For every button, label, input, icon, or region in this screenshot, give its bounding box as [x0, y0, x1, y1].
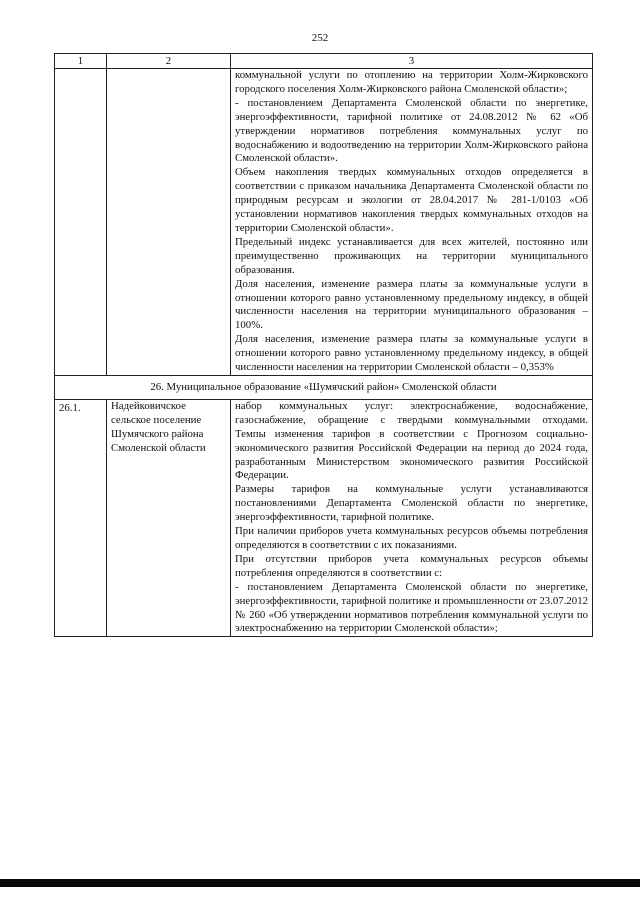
settlement-name: Надейковичское сельское поселение Шумячского района Смоленской области	[107, 399, 231, 636]
continued-settlement-cell	[107, 69, 231, 376]
paragraph: Предельный индекс устанавливается для всех жителей, постоянно или преимущественно проживающих на территории муниципального образования.	[235, 235, 588, 276]
tariff-table	[54, 53, 593, 637]
paragraph: Доля населения, изменение размера платы за коммунальные услуги в отношении которого равно установленному предельному индексу, в общей численности населения на территории Смоленской области – 0,353%	[235, 333, 588, 374]
paragraph: коммунальной услуги по отоплению на территории Холм-Жирковского городского поселения Холм-Жирковского района Смоленской области»;	[235, 69, 588, 95]
section-row	[55, 375, 593, 399]
scan-edge-bar	[0, 879, 640, 887]
paragraph: Размеры тарифов на коммунальные услуги устанавливаются постановлениями Департамента Смоленской области по энергетике, энергоэффективности, тарифной политике.	[235, 483, 588, 524]
page-number: 252	[311, 32, 329, 44]
continued-number-cell	[55, 69, 107, 376]
paragraph: При отсутствии приборов учета коммунальных ресурсов объемы потребления определяются в соответствии с:	[235, 552, 588, 579]
paragraph: Темпы изменения тарифов в соответствии с Прогнозом социально-экономического развития Российской Федерации на период до 2024 года, разработанным Министерством экономического развития Российской Федерации.	[235, 427, 588, 482]
column-header-row	[55, 54, 593, 69]
row-text-cell	[231, 399, 593, 636]
column-header-3: 3	[231, 54, 593, 69]
paragraph: - постановлением Департамента Смоленской области по энергетике, энергоэффективности, тарифной политике от 24.08.2012 № 62 «Об утверждении нормативов потребления коммунальных услуг по водоснабжению и водоотведению на территории Холм-Жирковского района Смоленской области».	[235, 96, 588, 165]
paragraph: Объем накопления твердых коммунальных отходов определяется в соответствии с приказом начальника Департамента Смоленской области по природным ресурсам и экологии от 28.04.2017 № 281-1/0103 «Об установлении нормативов накопления твердых коммунальных отходов на территории Смоленской области».	[235, 166, 588, 234]
paragraph: набор коммунальных услуг: электроснабжение, водоснабжение, газоснабжение, обращение с твердыми коммунальными отходами.	[235, 399, 588, 426]
paragraph: При наличии приборов учета коммунальных ресурсов объемы потребления определяются в соответствии с их показаниями.	[235, 525, 588, 551]
column-header-1: 1	[55, 54, 107, 69]
continued-text-cell	[231, 69, 593, 376]
row-number: 26.1.	[55, 399, 107, 636]
column-header-2: 2	[107, 54, 231, 69]
section-title: 26. Муниципальное образование «Шумячский район» Смоленской области	[55, 375, 593, 399]
paragraph: Доля населения, изменение размера платы за коммунальные услуги в отношении которого равно установленному предельному индексу, в общей численности населения на территории муниципального образования – 100%.	[235, 277, 588, 332]
paragraph: - постановлением Департамента Смоленской области по энергетике, энергоэффективности, тарифной политике и промышленности от 23.07.2012 № 260 «Об утверждении нормативов потребления коммунальной услуги по электроснабжению на территории Смоленской области»;	[235, 580, 588, 635]
table-row	[55, 399, 593, 636]
continued-row	[55, 69, 593, 376]
